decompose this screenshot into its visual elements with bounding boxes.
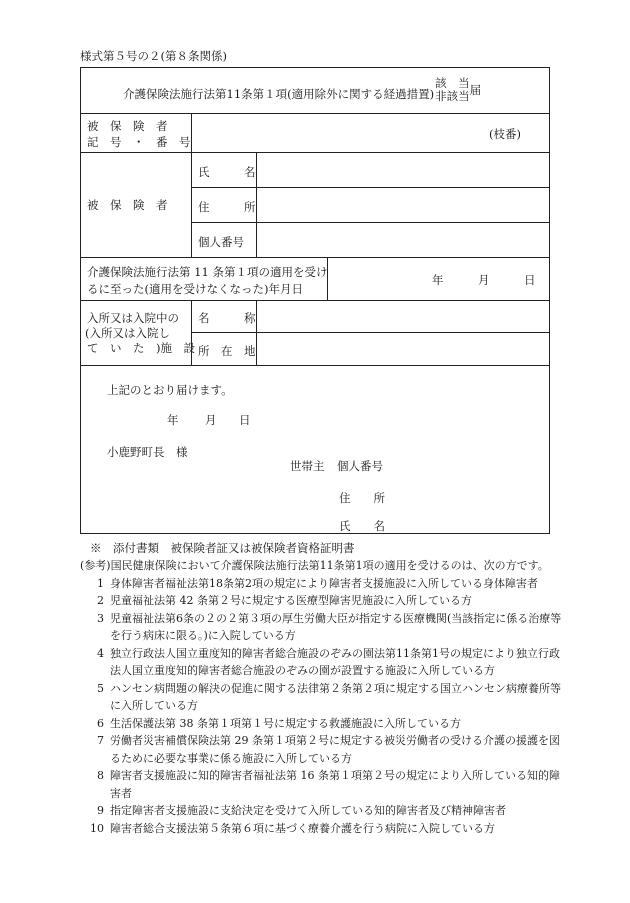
facility-fields bbox=[191, 301, 549, 365]
householder-name-label[interactable]: 氏 名 bbox=[339, 519, 385, 533]
note-number: 7 bbox=[97, 734, 104, 747]
facility-label-3: て い た )施 設 bbox=[87, 341, 195, 355]
option-applicable[interactable]: 該 当 bbox=[435, 76, 470, 90]
personal-number-row bbox=[192, 223, 549, 258]
reference-notes bbox=[80, 557, 565, 837]
note-text: 生活保護法第 38 条第１項第１号に規定する救護施設に入所している方 bbox=[110, 716, 461, 730]
applied-day-label: 日 bbox=[524, 273, 536, 287]
facility-location-field[interactable] bbox=[256, 333, 549, 366]
insured-number-field[interactable] bbox=[191, 114, 549, 152]
attachment-note bbox=[80, 540, 560, 556]
householder-address-label[interactable]: 住 所 bbox=[339, 491, 385, 505]
notification-form bbox=[80, 67, 550, 534]
attachment-text: ※ 添付書類 被保険者証又は被保険者資格証明書 bbox=[90, 541, 355, 555]
addressee: 小鹿野町長 様 bbox=[107, 445, 188, 459]
note-text: 独立行政法人国立重度知的障害者総合施設のぞみの園法第11条第1号の規定により独立行政法人国立重度知的障害者総合施設のぞみの園が設置する施設に入所している方 bbox=[110, 646, 560, 677]
insured-person-fields bbox=[191, 153, 549, 257]
note-item bbox=[80, 715, 565, 733]
note-text: 児童福祉法第 42 条第２号に規定する医療型障害児施設に入所している方 bbox=[110, 594, 472, 607]
note-item bbox=[80, 592, 565, 610]
address-field[interactable] bbox=[256, 188, 549, 222]
note-number: 9 bbox=[97, 804, 104, 817]
name-row bbox=[192, 153, 549, 188]
form-title bbox=[123, 76, 482, 108]
facility-name-field[interactable] bbox=[256, 301, 549, 332]
facility-label-cell bbox=[81, 301, 195, 365]
facility-name-row bbox=[192, 301, 549, 333]
form-label: 様式第５号の２(第８条関係) bbox=[80, 49, 227, 63]
note-number: 8 bbox=[97, 769, 104, 782]
note-text: 指定障害者支援施設に支給決定を受けて入所している知的障害者及び精神障害者 bbox=[110, 804, 506, 817]
facility-label-2: (入所又は入院し bbox=[85, 326, 170, 340]
note-number: 3 bbox=[97, 611, 104, 625]
note-number: 6 bbox=[97, 716, 104, 730]
facility-location-label: 所 在 地 bbox=[198, 344, 256, 358]
option-not-applicable[interactable]: 非該当 bbox=[435, 89, 470, 103]
name-label: 氏 名 bbox=[198, 165, 256, 179]
declaration-year-label: 年 bbox=[167, 413, 179, 427]
name-label-cell bbox=[192, 153, 256, 187]
title-suffix: 届 bbox=[469, 83, 482, 97]
note-text: ハンセン病問題の解決の促進に関する法律第２条第２項に規定する国立ハンセン病療養所等に入所している方 bbox=[110, 681, 561, 712]
facility-block bbox=[81, 301, 549, 366]
note-item bbox=[80, 732, 565, 767]
insured-number-row bbox=[81, 114, 549, 153]
note-item bbox=[80, 610, 565, 645]
note-number: 2 bbox=[97, 594, 104, 607]
note-item bbox=[80, 802, 565, 820]
householder-personal-number-label[interactable]: 個人番号 bbox=[337, 459, 383, 473]
insured-person-block bbox=[81, 153, 549, 258]
facility-label-1: 入所又は入院中の bbox=[87, 311, 179, 325]
notes-list bbox=[80, 575, 565, 838]
note-number: 1 bbox=[97, 576, 104, 590]
note-item bbox=[80, 645, 565, 680]
declaration-month-label: 月 bbox=[205, 413, 217, 427]
declaration-day-label: 日 bbox=[239, 413, 251, 427]
note-text: 労働者災害補償保険法第 29 条第１項第２号に規定する被災労働者の受ける介護の援護を図るために必要な事業に係る施設に入所している方 bbox=[110, 734, 560, 765]
title-main: 介護保険法施行法第11条第１項(適用除外に関する経過措置) bbox=[123, 87, 435, 101]
applied-date-label-cell bbox=[81, 258, 327, 300]
reference-intro: (参考)国民健康保険において介護保険法施行法第11条第1項の適用を受けるのは、次の方です。 bbox=[80, 559, 549, 572]
branch-number-label: (枝番) bbox=[489, 127, 521, 141]
note-number: 5 bbox=[97, 681, 104, 695]
insured-person-label-cell bbox=[81, 153, 191, 257]
address-label: 住 所 bbox=[198, 200, 256, 214]
applied-date-label-2: るに至った(適用を受けなくなった)年月日 bbox=[87, 282, 303, 296]
applied-month-label: 月 bbox=[478, 273, 490, 287]
name-field[interactable] bbox=[256, 153, 549, 187]
note-item bbox=[80, 767, 565, 802]
facility-location-label-cell bbox=[192, 333, 256, 366]
address-row bbox=[192, 188, 549, 223]
householder-label: 世帯主 bbox=[290, 459, 325, 473]
applicability-options bbox=[435, 77, 470, 103]
note-item bbox=[80, 575, 565, 593]
insured-number-label-2: 記 号 ・ 番 号 bbox=[87, 135, 191, 149]
declaration-block bbox=[81, 366, 549, 533]
declaration-text: 上記のとおり届けます。 bbox=[107, 383, 233, 397]
facility-location-row bbox=[192, 333, 549, 366]
insured-person-label: 被 保 険 者 bbox=[87, 198, 168, 212]
note-text: 児童福祉法第6条の２の２第３項の厚生労働大臣が指定する医療機関(当該指定に係る治療等を行う病床に限る。)に入院している方 bbox=[110, 611, 562, 642]
applied-date-row bbox=[81, 258, 549, 301]
facility-name-label-cell bbox=[192, 301, 256, 332]
note-number: 10 bbox=[90, 821, 104, 835]
note-item bbox=[80, 820, 565, 838]
title-row bbox=[81, 68, 549, 114]
personal-number-label-cell bbox=[192, 223, 256, 258]
insured-number-label-1: 被 保 険 者 bbox=[87, 119, 168, 133]
facility-name-label: 名 称 bbox=[198, 311, 256, 325]
note-text: 障害者支援施設に知的障害者福祉法第 16 条第１項第２号の規定により入所している知的障害者 bbox=[110, 769, 560, 800]
applied-year-label: 年 bbox=[432, 273, 444, 287]
applied-date-label-1: 介護保険法施行法第 11 条第１項の適用を受け bbox=[87, 265, 328, 279]
note-text: 障害者総合支援法第５条第６項に基づく療養介護を行う病院に入院している方 bbox=[110, 821, 495, 835]
note-text: 身体障害者福祉法第18条第2項の規定により障害者支援施設に入所している身体障害者 bbox=[110, 576, 538, 590]
applied-date-field[interactable] bbox=[327, 258, 549, 300]
personal-number-field[interactable] bbox=[256, 223, 549, 258]
note-number: 4 bbox=[97, 646, 104, 660]
address-label-cell bbox=[192, 188, 256, 222]
personal-number-label: 個人番号 bbox=[198, 235, 244, 249]
note-item bbox=[80, 680, 565, 715]
insured-number-label-cell bbox=[81, 114, 191, 152]
